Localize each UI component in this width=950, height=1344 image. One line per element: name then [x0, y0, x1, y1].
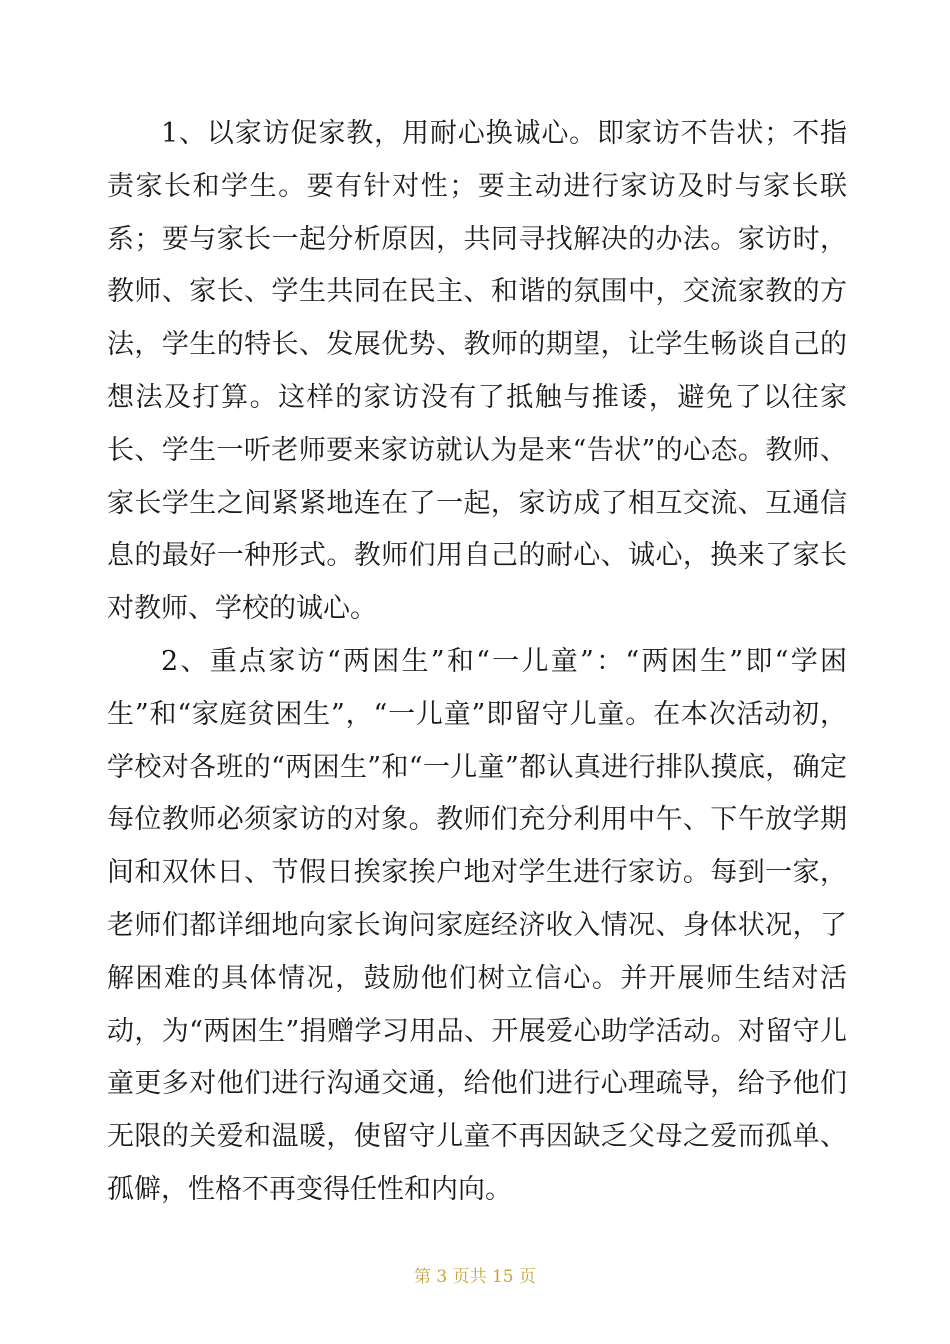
paragraph-2: 2、重点家访“两困生”和“一儿童”：“两困生”即“学困生”和“家庭贫困生”，“一儿童”即留守儿童。在本次活动初，学校对各班的“两困生”和“一儿童”都认真进行排队摸底，确定每位教师必须家访的对象。教师们充分利用中午、下午放学期间和双休日、节假日挨家挨户地对学生进行家访。每到一家，老师们都详细地向家长询问家庭经济收入情况、身体状况，了解困难的具体情况，鼓励他们树立信心。并开展师生结对活动，为“两困生”捐赠学习用品、开展爱心助学活动。对留守儿童更多对他们进行沟通交通，给他们进行心理疏导，给予他们无限的关爱和温暖，使留守儿童不再因缺乏父母之爱而孤单、孤僻，性格不再变得任性和内向。	[107, 645, 847, 1205]
page-number-footer: 第 3 页共 15 页	[413, 1267, 537, 1287]
document-body	[107, 108, 847, 1217]
paragraph-1: 1、以家访促家教，用耐心换诚心。即家访不告状；不指责家长和学生。要有针对性；要主动进行家访及时与家长联系；要与家长一起分析原因，共同寻找解决的办法。家访时，教师、家长、学生共同在民主、和谐的氛围中，交流家教的方法，学生的特长、发展优势、教师的期望，让学生畅谈自己的想法及打算。这样的家访没有了抵触与推诿，避免了以往家长、学生一听老师要来家访就认为是来“告状”的心态。教师、家长学生之间紧紧地连在了一起，家访成了相互交流、互通信息的最好一种形式。教师们用自己的耐心、诚心，换来了家长对教师、学校的诚心。	[107, 118, 847, 625]
